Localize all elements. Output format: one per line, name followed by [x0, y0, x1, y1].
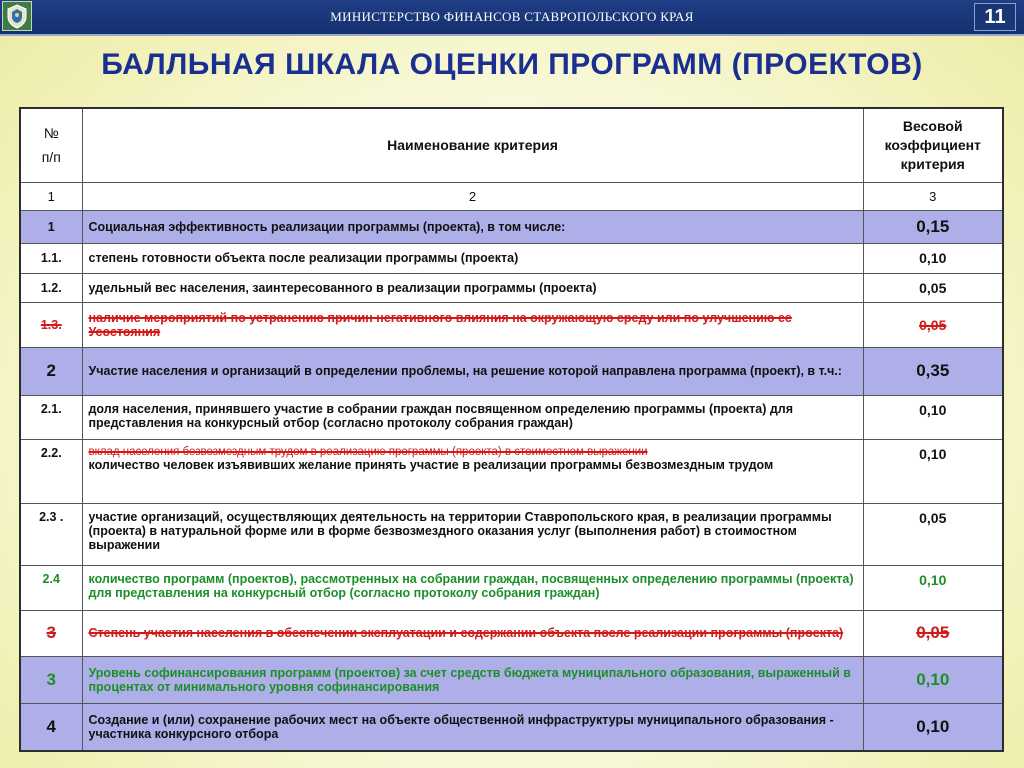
row-criterion: Создание и (или) сохранение рабочих мест на объекте общественной инфраструктуры муниципального образования - участника конкурсного отбора: [82, 703, 863, 751]
column-number-row: [20, 182, 1003, 210]
table-row: [20, 347, 1003, 395]
row-number: 2.2.: [20, 439, 82, 503]
column-number: 1: [20, 182, 82, 210]
row-weight: 0,05: [863, 610, 1003, 656]
row-number: 1.2.: [20, 273, 82, 302]
row-number: 2: [20, 347, 82, 395]
row-criterion: степень готовности объекта после реализации программы (проекта): [82, 243, 863, 273]
row-number: 1.1.: [20, 243, 82, 273]
row-weight: 0,10: [863, 439, 1003, 503]
row-weight: 0,05: [863, 302, 1003, 347]
row-number: 1: [20, 210, 82, 243]
table-row: [20, 703, 1003, 751]
header-number: № п/п: [20, 108, 82, 182]
row-weight: 0,10: [863, 703, 1003, 751]
row-number: 1.3.: [20, 302, 82, 347]
row-number: 2.3 .: [20, 503, 82, 565]
row-weight: 0,35: [863, 347, 1003, 395]
column-number: 2: [82, 182, 863, 210]
table-row: [20, 565, 1003, 610]
table-row: [20, 273, 1003, 302]
row-weight: 0,10: [863, 243, 1003, 273]
row-weight: 0,05: [863, 503, 1003, 565]
table-row: [20, 503, 1003, 565]
row-number: 3: [20, 656, 82, 703]
ministry-name: МИНИСТЕРСТВО ФИНАНСОВ СТАВРОПОЛЬСКОГО КРАЯ: [330, 9, 694, 24]
row-criterion: доля населения, принявшего участие в собрании граждан посвященном определению программы (проекта) для представления на конкурсный отбор (согласно протоколу собрания граждан): [82, 395, 863, 439]
row-criterion: удельный вес населения, заинтересованного в реализации программы (проекта): [82, 273, 863, 302]
row-weight: 0,15: [863, 210, 1003, 243]
row-criterion: Социальная эффективность реализации программы (проекта), в том числе:: [82, 210, 863, 243]
header-weight: Весовой коэффициент критерия: [863, 108, 1003, 182]
table-header-row: [20, 108, 1003, 182]
row-weight: 0,10: [863, 395, 1003, 439]
row-criterion: наличие мероприятий по устранению причин негативного влияния на окружающую среду или по улучшению ее Усостояния: [82, 302, 863, 347]
slide-number: 11: [974, 3, 1016, 31]
row-weight: 0,10: [863, 656, 1003, 703]
row-criterion: Уровень софинансирования программ (проектов) за счет средств бюджета муниципального образования, выраженный в процентах от минимального уровня софинансирования: [82, 656, 863, 703]
table-row: [20, 243, 1003, 273]
header-bar: [0, 0, 1024, 36]
row-weight: 0,10: [863, 565, 1003, 610]
row-weight: 0,05: [863, 273, 1003, 302]
table-row: [20, 395, 1003, 439]
table-row: [20, 656, 1003, 703]
row-criterion: количество программ (проектов), рассмотренных на собрании граждан, посвященных определению программы (проекта) для представления на конкурсный отбор (согласно протоколу собрания граждан): [82, 565, 863, 610]
column-number: 3: [863, 182, 1003, 210]
page-title: БАЛЛЬНАЯ ШКАЛА ОЦЕНКИ ПРОГРАММ (ПРОЕКТОВ): [101, 48, 923, 81]
criteria-table: [19, 107, 1004, 752]
row-criterion: Степень участия населения в обеспечении эксплуатации и содержании объекта после реализации программы (проекта): [82, 610, 863, 656]
row-criterion: количество человек изъявивших желание принять участие в реализации программы безвозмездным трудом: [88, 457, 774, 472]
row-number: 2.4: [20, 565, 82, 610]
row-criterion: Участие населения и организаций в определении проблемы, на решение которой направлена программа (проект), в т.ч.:: [82, 347, 863, 395]
table-row: [20, 210, 1003, 243]
header-criterion-name: Наименование критерия: [82, 108, 863, 182]
row-number: 3: [20, 610, 82, 656]
table-row-struck: [20, 302, 1003, 347]
table-row-struck: [20, 610, 1003, 656]
row-number: 4: [20, 703, 82, 751]
row-criterion-struck: вклад населения безвозмездным трудом в реализацию программы (проекта) в стоимостном выражении: [88, 445, 648, 458]
row-number: 2.1.: [20, 395, 82, 439]
row-criterion-group: [82, 439, 863, 503]
row-criterion: участие организаций, осуществляющих деятельность на территории Ставропольского края, в реализации программы (проекта) в натуральной форме или в форме безвозмездного оказания услуг (выполнения работ) в стоимостном выражении: [82, 503, 863, 565]
table-row: [20, 439, 1003, 503]
